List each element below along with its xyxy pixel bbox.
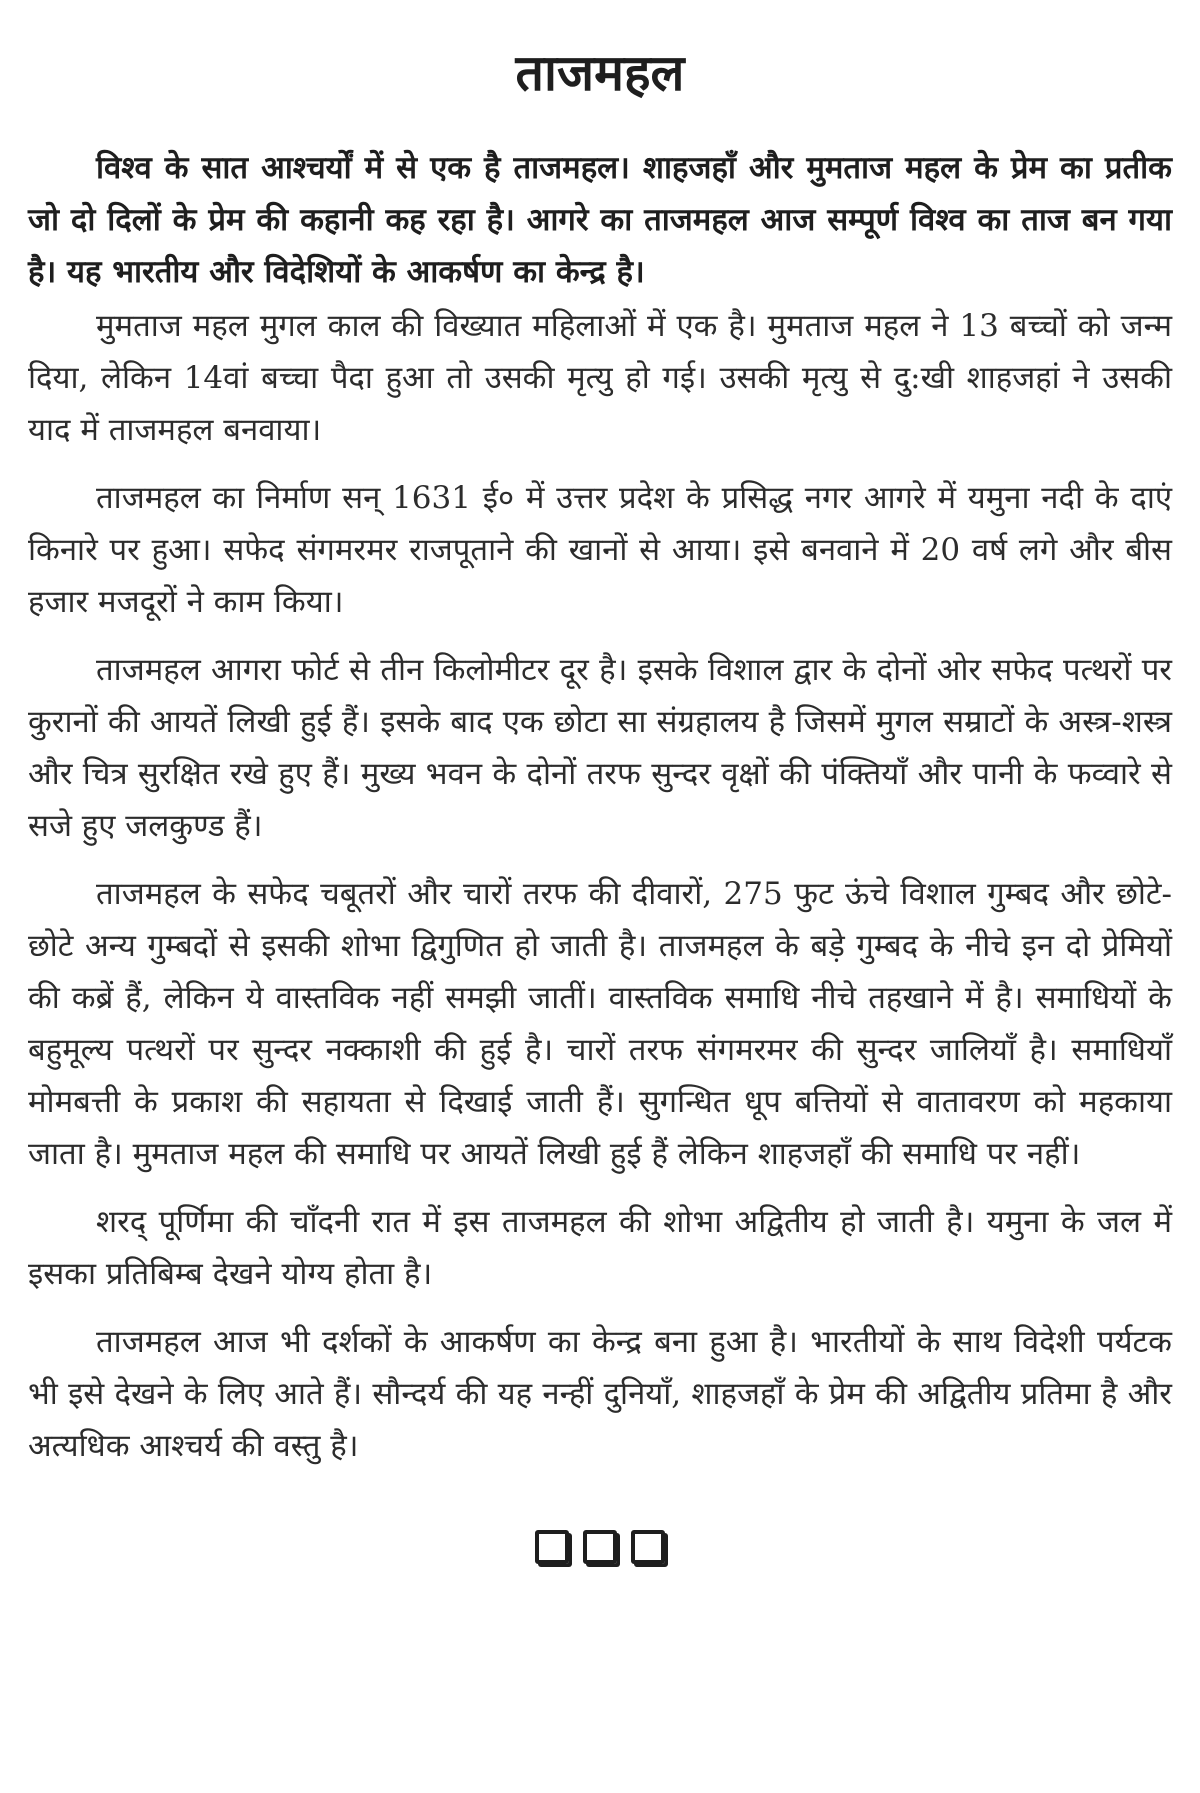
paragraph-attraction: ताजमहल आज भी दर्शकों के आकर्षण का केन्द्र बना हुआ है। भारतीयों के साथ विदेशी पर्यटक भी इसे देखने के लिए आते हैं। सौन्दर्य की यह नन्हीं दुनियाँ, शाहजहाँ के प्रेम की अद्वितीय प्रतिमा है और अत्यधिक आश्चर्य की वस्तु है। <box>28 1324 1172 1464</box>
paragraph-moonlight: शरद् पूर्णिमा की चाँदनी रात में इस ताजमहल की शोभा अद्वितीय हो जाती है। यमुना के जल में इसका प्रतिबिम्ब देखने योग्य होता है। <box>28 1204 1172 1292</box>
paragraph-domes-tombs: ताजमहल के सफेद चबूतरों और चारों तरफ की दीवारों, 275 फुट ऊंचे विशाल गुम्बद और छोटे-छोटे अन्य गुम्बदों से इसकी शोभा द्विगुणित हो जाती है। ताजमहल के बड़े गुम्बद के नीचे इन दो प्रेमियों की कब्रें हैं, लेकिन ये वास्तविक नहीं समझी जातीं। वास्तविक समाधि नीचे तहखाने में है। समाधियों के बहुमूल्य पत्थरों पर सुन्दर नक्काशी की हुई है। चारों तरफ संगमरमर की सुन्दर जालियाँ है। समाधियाँ मोमबत्ती के प्रकाश की सहायता से दिखाई जाती हैं। सुगन्धित धूप बत्तियों से वातावरण को महकाया जाता है। मुमताज महल की समाधि पर आयतें लिखी हुई हैं लेकिन शाहजहाँ की समाधि पर नहीं। <box>28 876 1172 1172</box>
end-of-text-marks <box>28 1530 1172 1564</box>
end-box-icon <box>535 1530 569 1564</box>
paragraph-construction: ताजमहल का निर्माण सन् 1631 ई० में उत्तर प्रदेश के प्रसिद्ध नगर आगरे में यमुना नदी के दाएं किनारे पर हुआ। सफेद संगमरमर राजपूताने की खानों से आया। इसे बनवाने में 20 वर्ष लगे और बीस हजार मजदूरों ने काम किया। <box>28 480 1172 620</box>
paragraph-gateway: ताजमहल आगरा फोर्ट से तीन किलोमीटर दूर है। इसके विशाल द्वार के दोनों ओर सफेद पत्थरों पर कुरानों की आयतें लिखी हुई हैं। इसके बाद एक छोटा सा संग्रहालय है जिसमें मुगल सम्राटों के अस्त्र-शस्त्र और चित्र सुरक्षित रखे हुए हैं। मुख्य भवन के दोनों तरफ सुन्दर वृक्षों की पंक्तियाँ और पानी के फव्वारे से सजे हुए जलकुण्ड हैं। <box>28 652 1172 844</box>
end-box-icon <box>631 1530 665 1564</box>
paragraph-intro: विश्व के सात आश्चर्यों में से एक है ताजमहल। शाहजहाँ और मुमताज महल के प्रेम का प्रतीक जो दो दिलों के प्रेम की कहानी कह रहा है। आगरे का ताजमहल आज सम्पूर्ण विश्व का ताज बन गया है। यह भारतीय और विदेशियों के आकर्षण का केन्द्र है। <box>28 150 1172 290</box>
page-title: ताजमहल <box>515 44 685 102</box>
paragraph-mumtaz: मुमताज महल मुगल काल की विख्यात महिलाओं में एक है। मुमताज महल ने 13 बच्चों को जन्म दिया, लेकिन 14वां बच्चा पैदा हुआ तो उसकी मृत्यु हो गई। उसकी मृत्यु से दु:खी शाहजहां ने उसकी याद में ताजमहल बनवाया। <box>28 308 1172 448</box>
end-box-icon <box>583 1530 617 1564</box>
